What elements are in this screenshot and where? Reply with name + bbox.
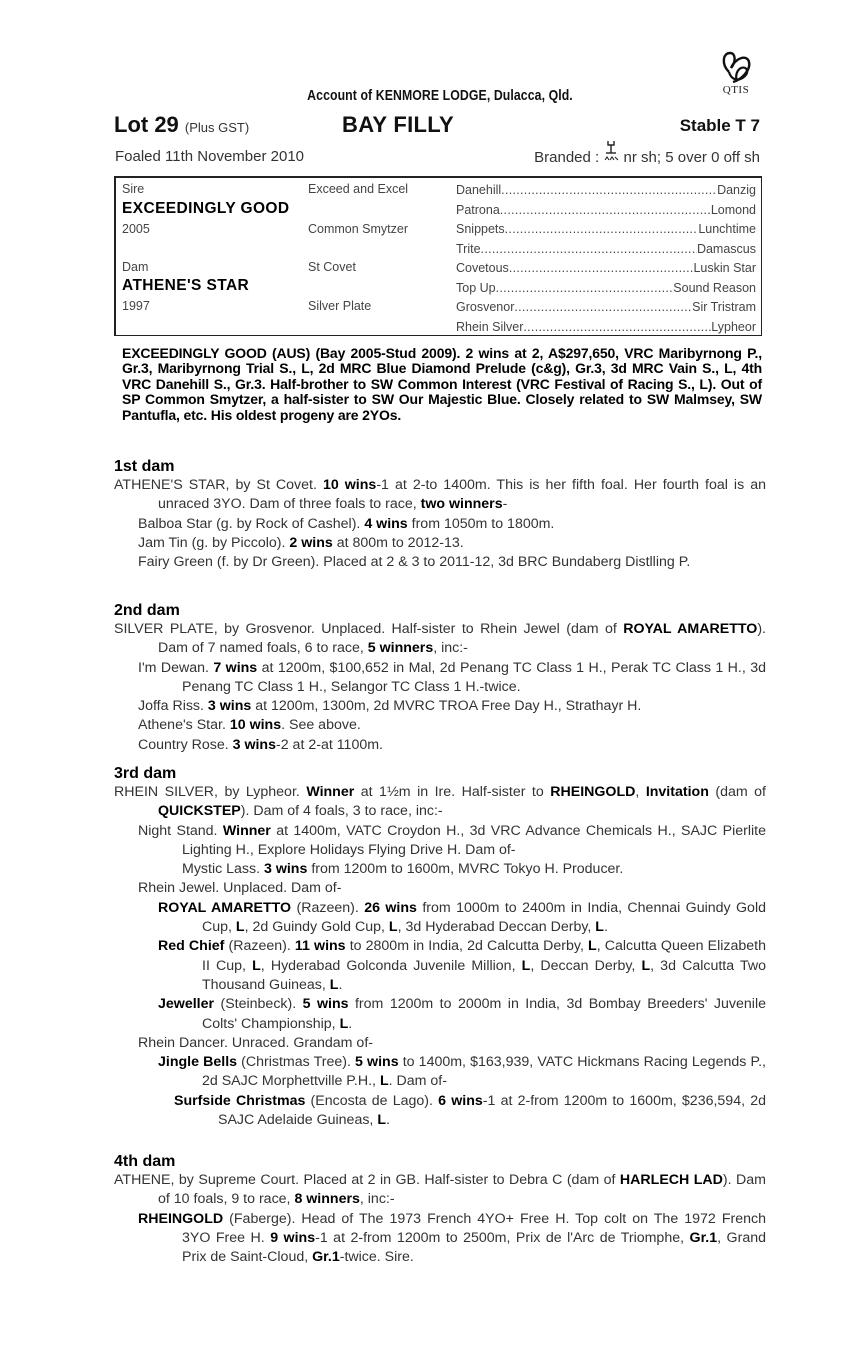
dam-intro: SILVER PLATE, by Grosvenor. Unplaced. Half-sister to Rhein Jewel (dam of ROYAL AMARETTO). Dam of 7 named foals, 6 to race, 5 winners, inc:- xyxy=(114,621,766,657)
descendant-entry: Red Chief (Razeen). 11 wins to 2800m in India, 2d Calcutta Derby, L, Calcutta Queen Elizabeth II Cup, L, Hyderabad Golconda Juvenile Million, L, Deccan Derby, L, 3d Calcutta Two Thousand Guineas, L. xyxy=(158,938,767,993)
foaled-date: Foaled 11th November 2010 xyxy=(115,148,305,165)
lot-header xyxy=(114,112,766,140)
sire-summary: EXCEEDINGLY GOOD (AUS) (Bay 2005-Stud 2009). 2 wins at 2, A$297,650, VRC Maribyrnong P., Gr.3, Maribyrnong Trial S., L, 2d MRC Blue Diamond Prelude (c&g), Gr.3, 3d MRC Vain S., L, 4th VRC Danehill S., Gr.3. Half-brother to SW Common Interest (VRC Festival of Racing S., L). Out of SP Common Smytzer, a half-sister to SW Our Majestic Blue. Closely related to SW Malmsey, SW Pantufla, etc. His oldest progeny are 2YOs. xyxy=(122,345,762,423)
grandparent-row: Covetous ..... Luskin Star xyxy=(456,259,756,279)
grandparent-row: Patrona ..... Lomond xyxy=(456,201,756,221)
third-dam-section xyxy=(114,765,766,1130)
foal-entry: Jam Tin (g. by Piccolo). 2 wins at 800m to 2012-13. xyxy=(138,534,464,551)
branded-details: nr sh; 5 over 0 off sh xyxy=(623,149,760,166)
dam-label: Dam xyxy=(122,260,149,274)
sire-label: Sire xyxy=(122,182,145,196)
section-heading: 3rd dam xyxy=(114,765,177,782)
vendor-account: Account of KENMORE LODGE, Dulacca, Qld. xyxy=(307,87,573,104)
first-dam-section xyxy=(114,458,766,572)
lot-number xyxy=(114,112,249,138)
pedigree-table xyxy=(114,176,762,336)
grandparent-row: Snippets ..... Lunchtime xyxy=(456,220,756,240)
grandparents-column xyxy=(456,181,756,337)
grandparent-row: Danehill ..... Danzig xyxy=(456,181,756,201)
stable-number: Stable T 7 xyxy=(679,116,760,135)
descendant-entry: Jingle Bells (Christmas Tree). 5 wins to 1400m, $163,939, VATC Hickmans Racing Legends P., 2d SAJC Morphettville P.H., L. Dam of- xyxy=(158,1054,766,1090)
sire-sire: Exceed and Excel xyxy=(308,182,409,196)
descendant-entry: ROYAL AMARETTO (Razeen). 26 wins from 1000m to 2400m in India, Chennai Guindy Gold Cup, L, 2d Guindy Gold Cup, L, 3d Hyderabad Deccan Derby, L. xyxy=(158,899,766,936)
horse-description: BAY FILLY xyxy=(342,112,454,137)
sire-year: 2005 xyxy=(122,222,150,236)
lot-gst-note: (Plus GST) xyxy=(184,120,250,135)
sire-dam: Common Smytzer xyxy=(308,222,409,236)
section-heading: 2nd dam xyxy=(114,602,180,619)
descendant-entry: Mystic Lass. 3 wins from 1200m to 1600m, MVRC Tokyo H. Producer. xyxy=(182,861,624,878)
qtis-logo xyxy=(708,50,764,96)
foal-entry: Rhein Jewel. Unplaced. Dam of- xyxy=(138,880,342,897)
foal-entry: Balboa Star (g. by Rock of Cashel). 4 wins from 1050m to 1800m. xyxy=(138,515,555,532)
fourth-dam-section xyxy=(114,1153,766,1267)
descendant-entry: Jeweller (Steinbeck). 5 wins from 1200m to 2000m in India, 3d Bombay Breeders' Juvenile Colts' Championship, L. xyxy=(158,996,766,1032)
dam-dam: Silver Plate xyxy=(308,299,372,313)
grandparent-row: Trite ..... Damascus xyxy=(456,240,756,260)
foal-entry: RHEINGOLD (Faberge). Head of The 1973 French 4YO+ Free H. Top colt on The 1972 French 3YO Free H. 9 wins-1 at 2-from 1200m to 2500m, Prix de l'Arc de Triomphe, Gr.1, Grand Prix de Saint-Cloud, Gr.1-twice. Sire. xyxy=(138,1210,766,1266)
qtis-emblem-icon xyxy=(719,50,753,86)
brand-symbol-icon xyxy=(603,148,619,164)
foal-entry: I'm Dewan. 7 wins at 1200m, $100,652 in Mal, 2d Penang TC Class 1 H., Perak TC Class 1 H., 3d Penang TC Class 1 H., Selangor TC Class 1 H.-twice. xyxy=(138,659,766,695)
lot-label: Lot 29 xyxy=(114,112,179,137)
foal-entry: Fairy Green (f. by Dr Green). Placed at 2 & 3 to 2011-12, 3d BRC Bundaberg Distlling P. xyxy=(138,554,691,571)
foal-entry: Rhein Dancer. Unraced. Grandam of- xyxy=(138,1034,373,1051)
grandparent-row: Top Up ..... Sound Reason xyxy=(456,279,756,299)
foal-entry: Night Stand. Winner at 1400m, VATC Croydon H., 3d VRC Advance Chemicals H., SAJC Pierlite Lighting H., Explore Holidays Flying Drive H. Dam of- xyxy=(138,822,766,858)
dam-intro: ATHENE, by Supreme Court. Placed at 2 in GB. Half-sister to Debra C (dam of HARLECH LAD). Dam of 10 foals, 9 to race, 8 winners, inc:- xyxy=(114,1172,766,1208)
grandparent-row: Rhein Silver ..... Lypheor xyxy=(456,318,756,338)
foal-entry: Athene's Star. 10 wins. See above. xyxy=(138,717,361,734)
section-heading: 4th dam xyxy=(114,1153,176,1170)
dam-intro: ATHENE'S STAR, by St Covet. 10 wins-1 at 2-to 1400m. This is her fifth foal. Her fourth foal is an unraced 3YO. Dam of three foals to race, two winners- xyxy=(114,477,766,513)
dam-year: 1997 xyxy=(122,299,150,313)
foal-entry: Joffa Riss. 3 wins at 1200m, 1300m, 2d MVRC TROA Free Day H., Strathayr H. xyxy=(138,698,642,715)
dam-sire: St Covet xyxy=(308,260,356,274)
descendant-entry: Surfside Christmas (Encosta de Lago). 6 wins-1 at 2-from 1200m to 1600m, $236,594, 2d SAJC Adelaide Guineas, L. xyxy=(174,1092,767,1129)
grandparent-row: Grosvenor ..... Sir Tristram xyxy=(456,298,756,318)
branded-info xyxy=(534,148,760,166)
sire-name: EXCEEDINGLY GOOD xyxy=(122,200,290,217)
dam-name: ATHENE'S STAR xyxy=(122,277,250,294)
branded-label: Branded : xyxy=(534,149,600,166)
qtis-logo-text: QTIS xyxy=(722,84,750,96)
second-dam-section xyxy=(114,602,766,755)
dam-intro: RHEIN SILVER, by Lypheor. Winner at 1½m in Ire. Half-sister to RHEINGOLD, Invitation (dam of QUICKSTEP). Dam of 4 foals, 3 to race, inc:- xyxy=(114,784,766,820)
section-heading: 1st dam xyxy=(114,458,175,475)
foal-entry: Country Rose. 3 wins-2 at 2-at 1100m. xyxy=(138,736,383,753)
